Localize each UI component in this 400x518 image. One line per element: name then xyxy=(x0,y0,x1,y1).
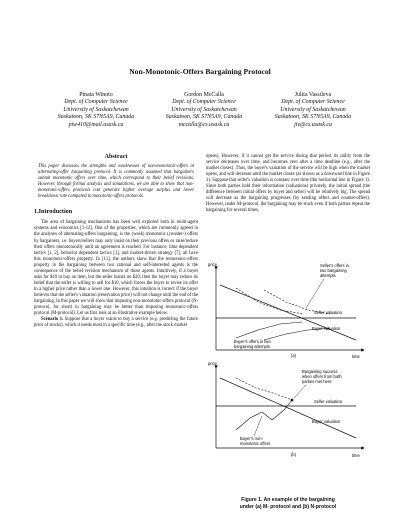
figure-caption xyxy=(206,497,370,510)
scenario-text: Suppose that a buyer wants to buy a service (e.g. predicting the future price of stocks), which it needs most in a specific time (e.g., after the stock market xyxy=(34,317,198,329)
paper-title: Non-Monotonic-Offers Bargaining Protocol xyxy=(129,67,271,76)
buyer-valuation-line xyxy=(220,378,356,438)
seller-offers-attempt-1 xyxy=(236,288,304,314)
buyer-offers-pointer xyxy=(254,416,262,436)
seller-offers-label: Seller's offers in two bargaining attempts xyxy=(320,263,349,278)
author-univ: University of Saskatchewan xyxy=(63,106,129,113)
seller-offers-pointer xyxy=(306,279,324,308)
author-email: jiv@cs.usask.ca xyxy=(294,121,332,128)
author-dept: Dept. of Computer Science xyxy=(172,99,236,106)
panel-a xyxy=(208,262,364,359)
buyer-valuation-label: Buyer valuation xyxy=(312,326,341,331)
abstract-text: This paper discusses the strengths and weaknesses of non-monotonic-offers in alternating-offer bargaining protocol. It is commonly assumed that bargainers submit monotonic offers over time, which correspond to their belief revisions. However, through formal analysis and simulations, we are able to show that non-monotonic-offers protocols can generate higher average surplus and lower breakdown rate compared to monotonic-offers protocols. xyxy=(38,164,194,200)
author-email: mccalla@cs.usask.ca xyxy=(178,121,230,128)
author-city: Saskatoon, SK S7N5A9, Canada xyxy=(274,114,352,121)
author-name: Pinata Winoto xyxy=(79,92,113,98)
x-axis-label: time xyxy=(352,354,360,359)
success-pointer xyxy=(294,385,306,398)
intro-paragraph: The area of bargaining mechanisms has been well explored both in multi-agent systems and economics [1-12]. One of the properties, which are commonly agreed in the analyses of alternating-offers bargaining, is the (weak) monotonic (counter-) offers by bargainers, i.e. buyers/sellers may only insist on their previous offers or raise/reduce their offers monotonically until an agreement is reached. For instance, time dependent tactics [1, 2], behavior dependent tactics [1], and market-driven strategy [7], all have this monotonic-offers property. In [11], the authors show that the monotonic-offers property in the bargaining between two rational and self-interested agents is the consequence of the belief revision mechanism of those agents. Intuitively, if a buyer asks for $10 to buy an item, but the seller insists on $20, then the buyer may reduce its belief that the seller is willing to sell for $10, which forces the buyer to revise its offer to a higher price rather than a lower one. However, this intuition is correct if the buyer believes that the seller's valuation (reservation price) will not change until the end of the bargaining. In this paper we will show that imposing non-monotonic-offers protocol (N-protocol, for short) in bargaining may be better than imposing monotonic-offers protocol (M-protocol). Let us first look at an illustrative example below. xyxy=(34,220,198,317)
x-axis-label: time xyxy=(352,453,360,458)
caption-line: under (a) M- protocol and (b) N-protocol xyxy=(239,503,337,510)
intro-heading: 1.Introduction xyxy=(34,208,73,216)
abstract-heading: Abstract xyxy=(104,153,128,160)
seller-valuation-label: Seller valuation xyxy=(314,310,342,315)
panel-label: (b) xyxy=(291,452,297,457)
buyer-offers-attempt-1 xyxy=(236,322,302,338)
panel-b xyxy=(208,361,364,458)
panel-label: (a) xyxy=(291,353,297,358)
author-block-1 xyxy=(36,92,156,129)
seller-valuation-label: Seller valuation xyxy=(314,399,342,404)
author-city: Saskatoon, SK S7N5A9, Canada xyxy=(57,114,135,121)
caption-line: Figure 1. An example of the bargaining xyxy=(241,497,335,503)
scenario-label: Scenario 1. xyxy=(41,317,64,323)
scenario-paragraph xyxy=(34,317,198,329)
buyer-offers-label: Buyer's offers in two bargaining attempts xyxy=(234,339,271,349)
author-block-2 xyxy=(144,92,264,129)
author-dept: Dept. of Computer Science xyxy=(281,99,345,106)
right-column-paragraph: opens). However, if it cannot get the service during that period, its utility from the service decreases over time, and becomes zero after a time deadline (e.g., after the market closes). Thus, the buyer's valuation of the service will be high when the market opens, and will decrease until the market closes (as shown as a downward line in Figure 1). Suppose that seller's valuation is constant over time (the horizontal line in Figure 1). Since both parties hold their information (valuations) privately, the initial spread (the difference between initial offers by buyer and seller) will be relatively big. The spread will decrease as the bargaining progresses (by sending offers and counter-offers). However, under M-protocol, the bargaining may be stuck even if both parties repeat the bargaining for several times, xyxy=(206,154,370,214)
author-univ: University of Saskatchewan xyxy=(171,106,237,113)
success-label: Bargaining success when offers from both parties met here xyxy=(302,369,342,384)
author-block-3 xyxy=(253,92,373,129)
buyer-offers-label: Buyer's non- monotonic offers xyxy=(240,436,271,446)
agreement-point xyxy=(291,399,294,402)
right-column xyxy=(206,154,370,214)
author-univ: University of Saskatchewan xyxy=(280,106,346,113)
y-axis-label: price xyxy=(208,262,217,267)
buyer-nonmonotonic-offers-line xyxy=(236,400,292,430)
buyer-valuation-label: Buyer valuation xyxy=(312,419,341,424)
author-email: piw410@mail.usask.ca xyxy=(68,121,124,128)
figure-1 xyxy=(206,260,370,496)
author-city: Saskatoon, SK S7N5A9, Canada xyxy=(165,114,243,121)
author-name: Julita Vassileva xyxy=(294,92,332,98)
author-name: Gordon McCalla xyxy=(184,92,224,98)
author-dept: Dept. of Computer Science xyxy=(64,99,128,106)
y-axis-label: price xyxy=(208,361,217,366)
left-column xyxy=(34,154,198,329)
